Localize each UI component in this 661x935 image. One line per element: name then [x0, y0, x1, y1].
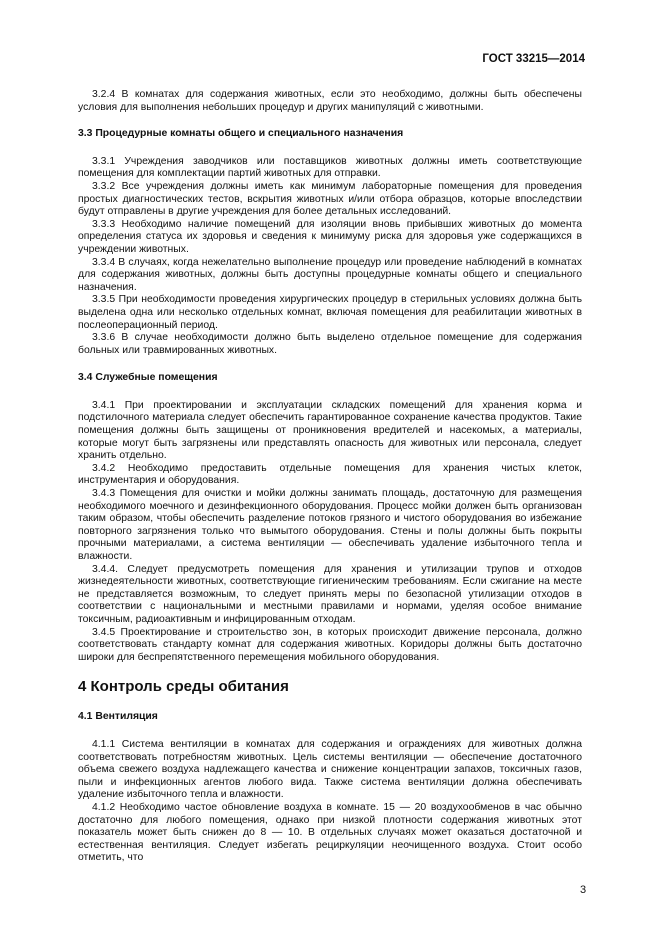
- paragraph-3-3-3: 3.3.3 Необходимо наличие помещений для изоляции вновь прибывших животных до момента определения статуса их здоровья и сведения к минимуму риска для здоровья уже содержащихся в учреждении животных.: [78, 218, 582, 255]
- document-body: [78, 89, 582, 865]
- paragraph-3-4-1: 3.4.1 При проектировании и эксплуатации складских помещений для хранения корма и подстилочного материала следует обеспечить гарантированное сохранение качества продуктов. Такие помещения должны быть защищены от проникновения вредителей и насекомых, а материалы, которые могут быть загрязнены или представлять опасность для животных или персонала, следует хранить отдельно.: [78, 399, 582, 462]
- paragraph-3-3-2: 3.3.2 Все учреждения должны иметь как минимум лабораторные помещения для проведения простых диагностических тестов, вскрытия животных и/или отбора образцов, которые впоследствии будут отправлены в другие учреждения для более детальных исследований.: [78, 180, 582, 218]
- paragraph-3-3-6: 3.3.6 В случае необходимости должно быть выделено отдельное помещение для содержания больных или травмированных животных.: [78, 332, 582, 356]
- paragraph-3-4-2: 3.4.2 Необходимо предоставить отдельные помещения для хранения чистых клеток, инструментария и оборудования.: [78, 462, 582, 487]
- paragraph-4-1-2: 4.1.2 Необходимо частое обновление воздуха в комнате. 15 — 20 воздухообменов в час обычно достаточно для любого помещения, однако при низкой плотности содержания животных этот показатель может быть снижен до 8 — 10. В отдельных случаях может оказаться достаточной и естественная вентиляция. Следует избегать рециркуляции неочищенного воздуха. Стоит особо отметить, что: [78, 801, 582, 864]
- paragraph-3-3-5: 3.3.5 При необходимости проведения хирургических процедур в стерильных условиях должна быть выделена одна или несколько отдельных комнат, включая помещения для реабилитации животных в послеоперационный период.: [78, 294, 582, 331]
- chapter-heading-4: 4 Контроль среды обитания: [78, 678, 289, 696]
- paragraph-3-3-4: 3.3.4 В случаях, когда нежелательно выполнение процедур или проведение наблюдений в комнатах для содержания животных, должны быть доступны процедурные комнаты общего и специального назначения.: [78, 256, 582, 293]
- paragraph-3-4-5: 3.4.5 Проектирование и строительство зон, в которых происходит движение персонала, должно соответствовать стандарту комнат для содержания животных. Коридоры должны быть достаточно широки для беспрепятственного перемещения мобильного оборудования.: [78, 626, 582, 663]
- section-heading-3-4: 3.4 Служебные помещения: [78, 372, 218, 384]
- section-heading-4-1: 4.1 Вентиляция: [78, 711, 158, 723]
- section-heading-3-3: 3.3 Процедурные комнаты общего и специального назначения: [78, 128, 404, 140]
- paragraph-3-4-3: 3.4.3 Помещения для очистки и мойки должны занимать площадь, достаточную для размещения необходимого моечного и дезинфекционного оборудования. Процесс мойки должен быть организован таким образом, чтобы обеспечить разделение потоков грязного и чистого оборудования во избежание повторного загрязнения только что вымытого оборудования. Стены и полы должны быть покрыты прочными материалами, а система вентиляции — обеспечивать удаление избыточного тепла и влажности.: [78, 488, 582, 562]
- page-number: 3: [580, 884, 587, 896]
- paragraph-3-3-1: 3.3.1 Учреждения заводчиков или поставщиков животных должны иметь соответствующие помещения для комплектации партий животных для отправки.: [78, 155, 582, 180]
- paragraph-3-2-4: 3.2.4 В комнатах для содержания животных, если это необходимо, должны быть обеспечены условия для выполнения небольших процедур и других манипуляций с животными.: [78, 89, 582, 113]
- paragraph-4-1-1: 4.1.1 Система вентиляции в комнатах для содержания и ограждениях для животных должна соответствовать потребностям животных. Цель системы вентиляции — обеспечение достаточного объема свежего воздуха надлежащего качества и снижение концентрации запахов, токсичных газов, пыли и инфекционных агентов любого вида. Также система вентиляции должна обеспечивать удаление избыточного тепла и влажности.: [78, 738, 582, 801]
- document-header: ГОСТ 33215—2014: [482, 53, 585, 65]
- paragraph-3-4-4: 3.4.4. Следует предусмотреть помещения для хранения и утилизации трупов и отходов жизнедеятельности животных, соответствующие гигиеническим требованиям. Если сжигание на месте не представляется возможным, то следует принять меры по безопасной утилизации отходов в соответствии с национальными и местными правилами и нормами, уделяя особое внимание токсичным, радиоактивным и инфицированным отходам.: [78, 563, 582, 625]
